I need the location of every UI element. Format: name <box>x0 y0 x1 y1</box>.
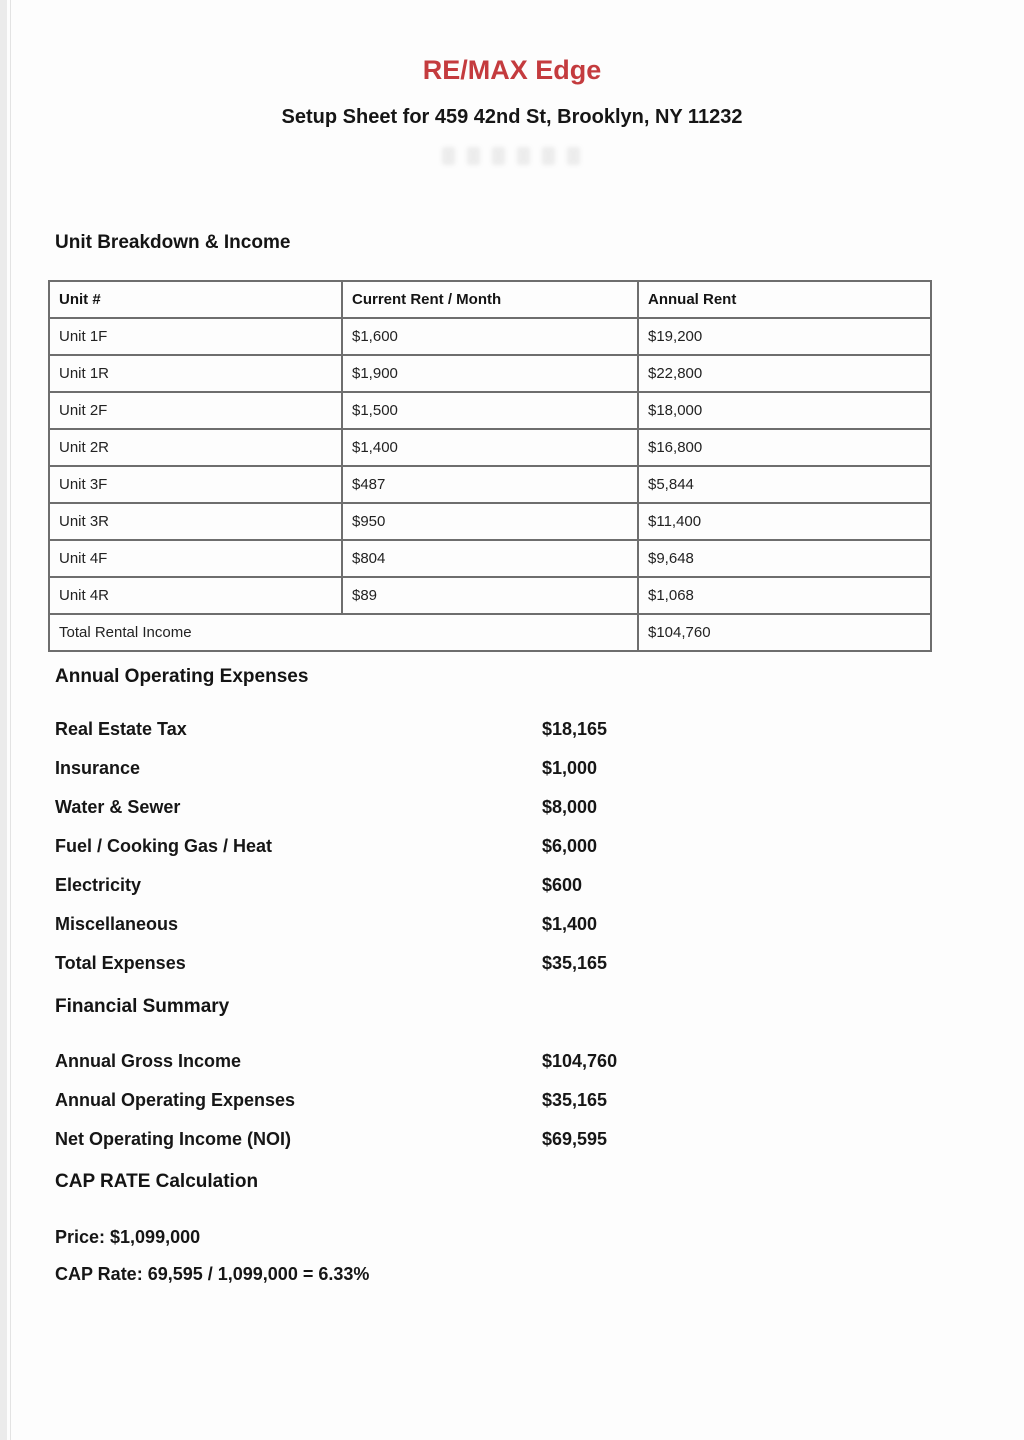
monthly-rent-cell: $1,500 <box>342 392 638 429</box>
summary-row <box>55 1128 1024 1150</box>
section-heading-unit-breakdown: Unit Breakdown & Income <box>55 232 291 253</box>
expense-value: $1,000 <box>542 758 598 778</box>
unit-income-table <box>48 280 932 652</box>
summary-value: $69,595 <box>542 1129 608 1149</box>
unit-cell: Unit 1F <box>49 318 342 355</box>
monthly-rent-cell: $487 <box>342 466 638 503</box>
expense-label: Total Expenses <box>55 953 186 973</box>
annual-rent-cell: $19,200 <box>638 318 931 355</box>
expense-value: $18,165 <box>542 719 608 739</box>
section-heading-operating-expenses: Annual Operating Expenses <box>55 666 309 687</box>
monthly-rent-cell: $1,900 <box>342 355 638 392</box>
table-row <box>49 429 931 466</box>
expense-value: $1,400 <box>542 914 598 934</box>
table-row <box>49 577 931 614</box>
table-header-row <box>49 281 931 318</box>
expense-row <box>55 835 1024 857</box>
table-row <box>49 466 931 503</box>
unit-cell: Unit 3R <box>49 503 342 540</box>
monthly-rent-cell: $804 <box>342 540 638 577</box>
summary-label: Annual Gross Income <box>55 1051 242 1071</box>
expense-label: Fuel / Cooking Gas / Heat <box>55 836 273 856</box>
expense-value: $35,165 <box>542 953 608 973</box>
table-row <box>49 540 931 577</box>
unit-cell: Unit 4R <box>49 577 342 614</box>
annual-rent-cell: $11,400 <box>638 503 931 540</box>
scan-line-artifact <box>10 0 11 1440</box>
expense-row <box>55 757 1024 779</box>
summary-value: $104,760 <box>542 1051 618 1071</box>
annual-rent-cell: $5,844 <box>638 466 931 503</box>
monthly-rent-cell: $89 <box>342 577 638 614</box>
unit-cell: Unit 2R <box>49 429 342 466</box>
summary-row <box>55 1050 1024 1072</box>
cap-rate-line: CAP Rate: 69,595 / 1,099,000 = 6.33% <box>55 1264 370 1284</box>
annual-rent-cell: $18,000 <box>638 392 931 429</box>
section-heading-cap-rate: CAP RATE Calculation <box>55 1171 259 1192</box>
unit-cell: Unit 4F <box>49 540 342 577</box>
page-title: RE/MAX Edge <box>422 55 602 85</box>
monthly-rent-cell: $1,600 <box>342 318 638 355</box>
expense-label: Miscellaneous <box>55 914 179 934</box>
unit-cell: Unit 3F <box>49 466 342 503</box>
faded-text-artifact <box>442 147 582 165</box>
total-rental-income-label: Total Rental Income <box>49 614 638 651</box>
annual-rent-cell: $22,800 <box>638 355 931 392</box>
summary-row <box>55 1089 1024 1111</box>
expense-label: Electricity <box>55 875 142 895</box>
expense-label: Insurance <box>55 758 141 778</box>
expense-row <box>55 874 1024 896</box>
unit-cell: Unit 1R <box>49 355 342 392</box>
total-expenses-row <box>55 952 1024 974</box>
expense-row <box>55 796 1024 818</box>
expense-value: $600 <box>542 875 583 895</box>
summary-label: Net Operating Income (NOI) <box>55 1129 292 1149</box>
section-heading-financial-summary: Financial Summary <box>55 996 230 1017</box>
page-subtitle: Setup Sheet for 459 42nd St, Brooklyn, NY 11232 <box>281 106 743 128</box>
table-row <box>49 392 931 429</box>
document-header <box>0 0 1024 165</box>
unit-cell: Unit 2F <box>49 392 342 429</box>
table-row <box>49 318 931 355</box>
summary-label: Annual Operating Expenses <box>55 1090 296 1110</box>
column-header-monthly-rent: Current Rent / Month <box>342 281 638 318</box>
table-row <box>49 355 931 392</box>
column-header-unit: Unit # <box>49 281 342 318</box>
expense-row <box>55 913 1024 935</box>
expense-value: $8,000 <box>542 797 598 817</box>
expense-label: Water & Sewer <box>55 797 181 817</box>
price-line: Price: $1,099,000 <box>55 1227 201 1247</box>
total-rental-income-value: $104,760 <box>638 614 931 651</box>
monthly-rent-cell: $1,400 <box>342 429 638 466</box>
column-header-annual-rent: Annual Rent <box>638 281 931 318</box>
annual-rent-cell: $9,648 <box>638 540 931 577</box>
expense-label: Real Estate Tax <box>55 719 187 739</box>
annual-rent-cell: $16,800 <box>638 429 931 466</box>
annual-rent-cell: $1,068 <box>638 577 931 614</box>
scan-edge-artifact <box>0 0 7 1440</box>
summary-value: $35,165 <box>542 1090 608 1110</box>
expense-value: $6,000 <box>542 836 598 856</box>
expense-row <box>55 718 1024 740</box>
table-total-row <box>49 614 931 651</box>
table-row <box>49 503 931 540</box>
monthly-rent-cell: $950 <box>342 503 638 540</box>
